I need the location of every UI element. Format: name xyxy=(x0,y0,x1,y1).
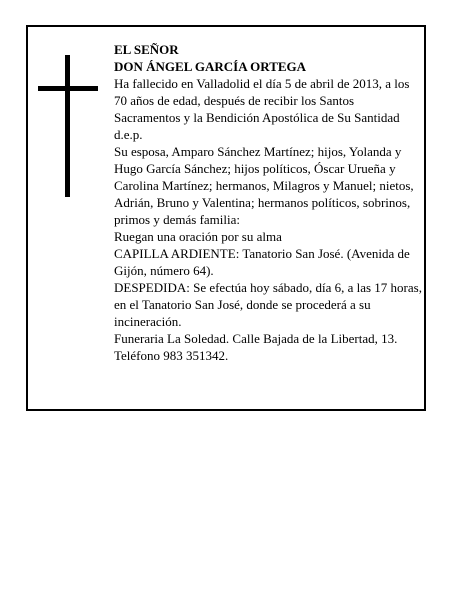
notice-text xyxy=(114,41,422,364)
deceased-honorific: EL SEÑOR xyxy=(114,42,179,57)
family-list: Su esposa, Amparo Sánchez Martínez; hijos, Yolanda y Hugo García Sánchez; hijos políticos, Óscar Urueña y Carolina Martínez; hermanos, Milagros y Manuel; nietos, Adrián, Bruno y Valentina; hermanos políticos, sobrinos, primos y demás familia: xyxy=(114,144,414,227)
obituary-notice xyxy=(26,25,426,411)
farewell-details: DESPEDIDA: Se efectúa hoy sábado, día 6, a las 17 horas, en el Tanatorio San José, donde se procederá a su incineración. xyxy=(114,280,422,329)
funeral-home-contact: Funeraria La Soledad. Calle Bajada de la Libertad, 13. Teléfono 983 351342. xyxy=(114,331,398,363)
death-announcement: Ha fallecido en Valladolid el día 5 de abril de 2013, a los 70 años de edad, después de recibir los Santos Sacramentos y la Bendición Apostólica de Su Santidad d.e.p. xyxy=(114,76,410,142)
wake-location: CAPILLA ARDIENTE: Tanatorio San José. (Avenida de Gijón, número 64). xyxy=(114,246,410,278)
cross-icon xyxy=(38,55,98,197)
prayer-request: Ruegan una oración por su alma xyxy=(114,229,282,244)
cross-vertical-bar xyxy=(65,55,70,197)
cross-horizontal-bar xyxy=(38,86,98,91)
deceased-name: DON ÁNGEL GARCÍA ORTEGA xyxy=(114,59,307,74)
